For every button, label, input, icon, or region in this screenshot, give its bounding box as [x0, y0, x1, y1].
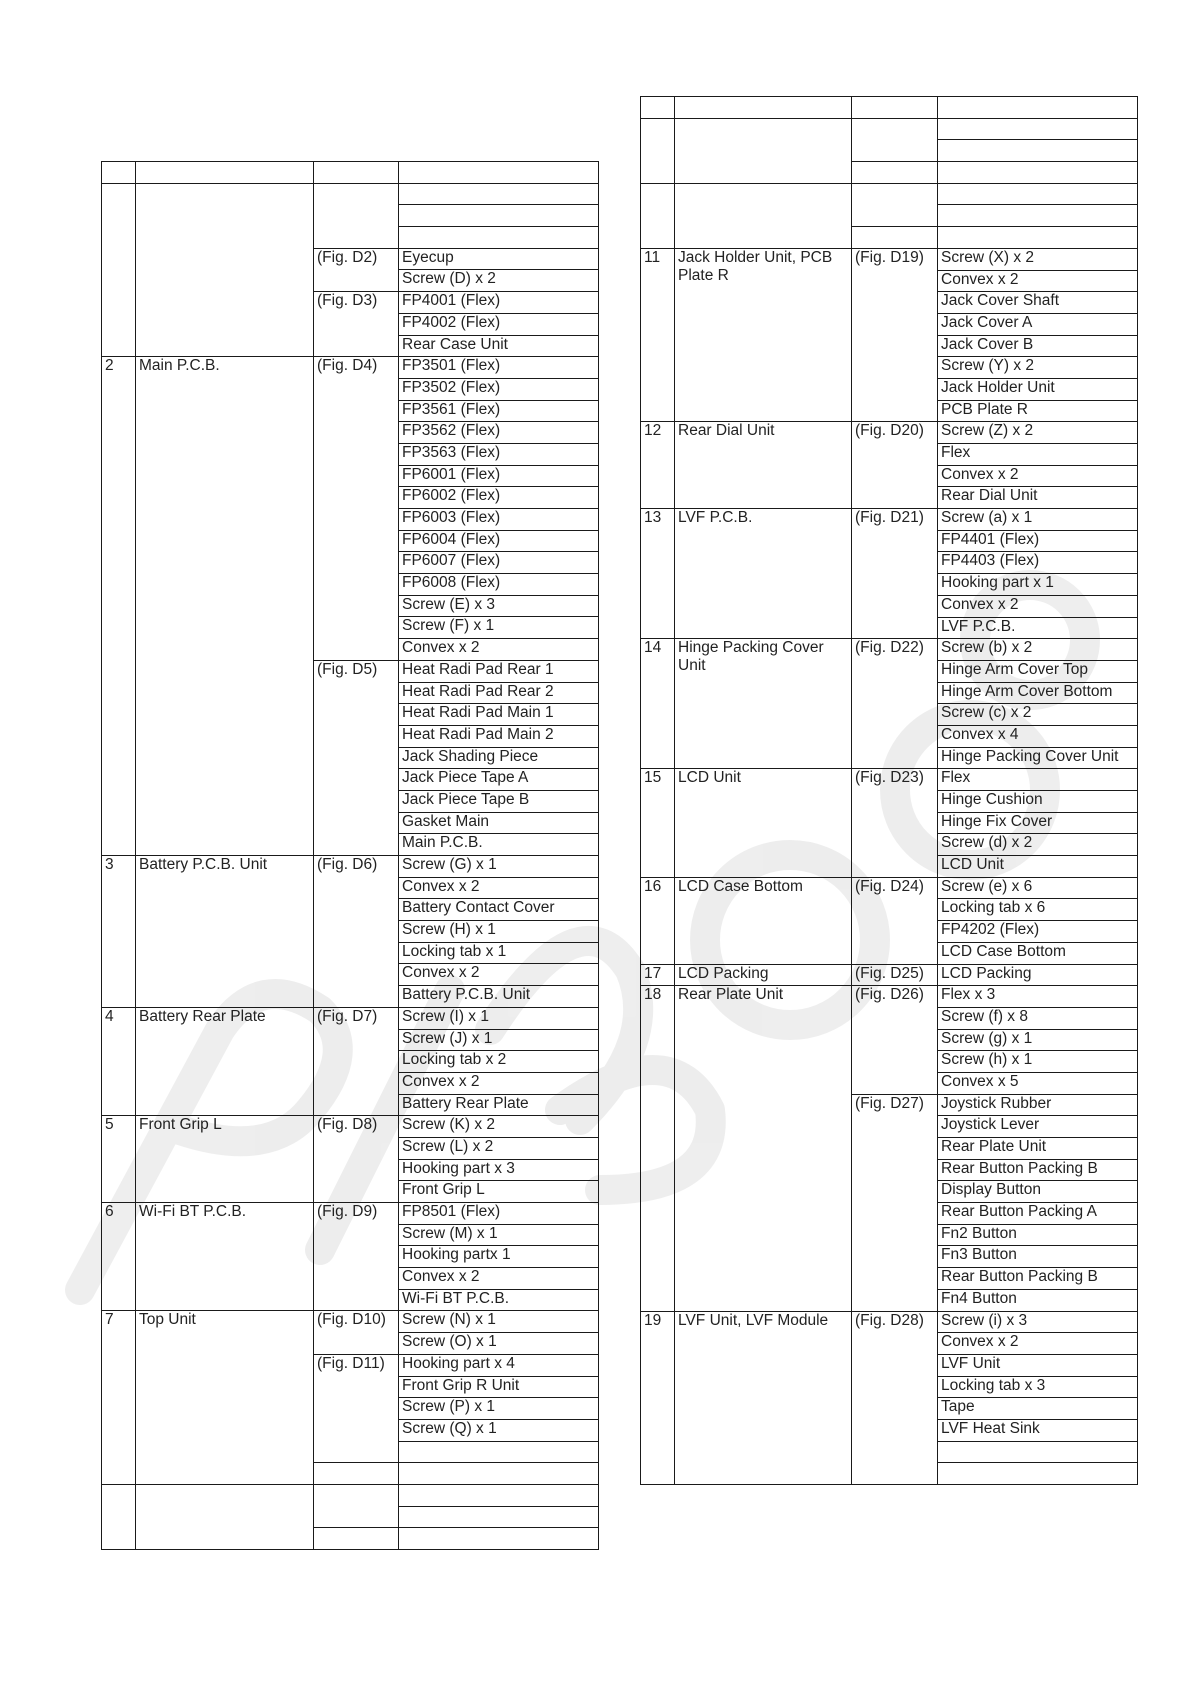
removal-item-cell: [938, 140, 1138, 162]
figure-ref-cell: [852, 118, 938, 161]
part-name-cell: LVF Unit, LVF Module: [675, 1311, 852, 1485]
step-number-cell: 16: [641, 877, 675, 964]
figure-ref-cell: (Fig. D2): [314, 248, 399, 291]
removal-item-cell: Fn2 Button: [938, 1224, 1138, 1246]
removal-item-cell: Heat Radi Pad Rear 1: [399, 660, 599, 682]
removal-item-cell: Battery Contact Cover: [399, 899, 599, 921]
removal-item-cell: Screw (M) x 1: [399, 1224, 599, 1246]
removal-item-cell: Hooking part x 4: [399, 1354, 599, 1376]
part-name-cell: Front Grip L: [136, 1116, 314, 1203]
step-number-cell: 2: [102, 357, 136, 856]
table-row: [641, 769, 1138, 791]
removal-item-cell: LVF P.C.B.: [938, 617, 1138, 639]
removal-item-cell: Screw (g) x 1: [938, 1029, 1138, 1051]
figure-ref-cell: (Fig. D10): [314, 1311, 399, 1354]
removal-item-cell: FP3562 (Flex): [399, 422, 599, 444]
part-name-cell: Rear Plate Unit: [675, 986, 852, 1311]
step-number-cell: 14: [641, 639, 675, 769]
removal-item-cell: FP6002 (Flex): [399, 487, 599, 509]
table-row: [102, 1203, 599, 1225]
removal-item-cell: Heat Radi Pad Main 1: [399, 704, 599, 726]
table-row: [641, 183, 1138, 205]
removal-item-cell: [938, 1463, 1138, 1485]
removal-item-cell: Hooking partx 1: [399, 1246, 599, 1268]
figure-ref-cell: [852, 162, 938, 184]
step-number-cell: [641, 97, 675, 119]
removal-item-cell: Hinge Packing Cover Unit: [938, 747, 1138, 769]
part-name-cell: [675, 97, 852, 119]
figure-ref-cell: (Fig. D23): [852, 769, 938, 877]
removal-item-cell: FP3563 (Flex): [399, 443, 599, 465]
removal-item-cell: Rear Dial Unit: [938, 487, 1138, 509]
step-number-cell: [641, 183, 675, 248]
removal-item-cell: [399, 205, 599, 227]
table-row: [102, 856, 599, 878]
removal-item-cell: FP6003 (Flex): [399, 509, 599, 531]
removal-item-cell: Hinge Arm Cover Bottom: [938, 682, 1138, 704]
step-number-cell: 18: [641, 986, 675, 1311]
part-name-cell: Main P.C.B.: [136, 357, 314, 856]
removal-item-cell: [938, 227, 1138, 249]
removal-item-cell: FP8501 (Flex): [399, 1203, 599, 1225]
part-name-cell: LCD Unit: [675, 769, 852, 877]
part-name-cell: Jack Holder Unit, PCB Plate R: [675, 248, 852, 422]
removal-item-cell: Heat Radi Pad Main 2: [399, 725, 599, 747]
step-number-cell: [102, 1484, 136, 1549]
removal-item-cell: Screw (Z) x 2: [938, 422, 1138, 444]
figure-ref-cell: (Fig. D3): [314, 292, 399, 357]
figure-ref-cell: [314, 1484, 399, 1527]
table-row: [641, 964, 1138, 986]
parts-table-right: [640, 96, 1138, 1485]
figure-ref-cell: [852, 227, 938, 249]
figure-ref-cell: (Fig. D25): [852, 964, 938, 986]
table-row: [641, 986, 1138, 1008]
removal-item-cell: FP4401 (Flex): [938, 530, 1138, 552]
removal-item-cell: Convex x 5: [938, 1072, 1138, 1094]
removal-item-cell: Convex x 2: [399, 1072, 599, 1094]
removal-item-cell: [399, 1484, 599, 1506]
removal-item-cell: Hooking part x 3: [399, 1159, 599, 1181]
removal-item-cell: FP4403 (Flex): [938, 552, 1138, 574]
removal-item-cell: FP4002 (Flex): [399, 313, 599, 335]
removal-item-cell: Screw (X) x 2: [938, 248, 1138, 270]
table-row: [102, 162, 599, 184]
table-row: [102, 357, 599, 379]
removal-item-cell: Front Grip L: [399, 1181, 599, 1203]
removal-item-cell: Tape: [938, 1398, 1138, 1420]
figure-ref-cell: [852, 183, 938, 226]
figure-ref-cell: (Fig. D26): [852, 986, 938, 1094]
removal-item-cell: Screw (I) x 1: [399, 1007, 599, 1029]
removal-item-cell: LCD Case Bottom: [938, 942, 1138, 964]
removal-item-cell: Screw (Q) x 1: [399, 1419, 599, 1441]
step-number-cell: 6: [102, 1203, 136, 1311]
removal-item-cell: Wi-Fi BT P.C.B.: [399, 1289, 599, 1311]
removal-item-cell: Screw (O) x 1: [399, 1333, 599, 1355]
removal-item-cell: Rear Plate Unit: [938, 1138, 1138, 1160]
removal-item-cell: Jack Cover Shaft: [938, 292, 1138, 314]
removal-item-cell: Convex x 4: [938, 725, 1138, 747]
removal-item-cell: Screw (a) x 1: [938, 509, 1138, 531]
removal-item-cell: Rear Button Packing B: [938, 1268, 1138, 1290]
figure-ref-cell: [314, 1463, 399, 1485]
removal-item-cell: Flex x 3: [938, 986, 1138, 1008]
removal-item-cell: FP4202 (Flex): [938, 921, 1138, 943]
removal-item-cell: FP3561 (Flex): [399, 400, 599, 422]
table-row: [641, 639, 1138, 661]
removal-item-cell: Convex x 2: [938, 270, 1138, 292]
parts-table-left: [101, 161, 599, 1550]
removal-item-cell: Screw (e) x 6: [938, 877, 1138, 899]
removal-item-cell: Screw (h) x 1: [938, 1051, 1138, 1073]
removal-item-cell: Flex: [938, 444, 1138, 466]
table-row: [102, 183, 599, 205]
removal-item-cell: FP6008 (Flex): [399, 574, 599, 596]
removal-item-cell: LCD Unit: [938, 856, 1138, 878]
step-number-cell: 12: [641, 422, 675, 509]
removal-item-cell: Screw (c) x 2: [938, 704, 1138, 726]
removal-item-cell: [399, 1506, 599, 1528]
removal-item-cell: Rear Button Packing A: [938, 1203, 1138, 1225]
removal-item-cell: Screw (K) x 2: [399, 1116, 599, 1138]
removal-item-cell: Rear Button Packing B: [938, 1159, 1138, 1181]
removal-item-cell: Jack Piece Tape A: [399, 769, 599, 791]
part-name-cell: LCD Packing: [675, 964, 852, 986]
step-number-cell: 4: [102, 1007, 136, 1115]
figure-ref-cell: [314, 162, 399, 184]
removal-item-cell: Jack Cover B: [938, 335, 1138, 357]
removal-item-cell: Convex x 2: [399, 639, 599, 661]
table-row: [102, 1007, 599, 1029]
figure-ref-cell: (Fig. D4): [314, 357, 399, 661]
removal-item-cell: [938, 1441, 1138, 1463]
figure-ref-cell: (Fig. D5): [314, 660, 399, 855]
removal-item-cell: Screw (P) x 1: [399, 1398, 599, 1420]
removal-item-cell: FP6007 (Flex): [399, 552, 599, 574]
figure-ref-cell: [314, 1528, 399, 1550]
removal-item-cell: [399, 183, 599, 205]
removal-item-cell: Screw (i) x 3: [938, 1311, 1138, 1333]
removal-item-cell: Fn4 Button: [938, 1289, 1138, 1311]
removal-item-cell: Locking tab x 6: [938, 899, 1138, 921]
removal-item-cell: [938, 162, 1138, 184]
table-row: [641, 118, 1138, 140]
part-name-cell: Battery Rear Plate: [136, 1007, 314, 1115]
removal-item-cell: Convex x 2: [938, 1333, 1138, 1355]
removal-item-cell: Screw (E) x 3: [399, 595, 599, 617]
removal-item-cell: LCD Packing: [938, 964, 1138, 986]
removal-item-cell: Locking tab x 1: [399, 942, 599, 964]
part-name-cell: [675, 118, 852, 183]
removal-item-cell: Locking tab x 2: [399, 1051, 599, 1073]
removal-item-cell: [399, 227, 599, 249]
step-number-cell: [102, 183, 136, 357]
removal-item-cell: Hinge Cushion: [938, 791, 1138, 813]
removal-item-cell: Screw (b) x 2: [938, 639, 1138, 661]
step-number-cell: 19: [641, 1311, 675, 1485]
removal-item-cell: Screw (F) x 1: [399, 617, 599, 639]
removal-item-cell: [399, 1441, 599, 1463]
removal-item-cell: Hooking part x 1: [938, 574, 1138, 596]
removal-item-cell: FP3502 (Flex): [399, 378, 599, 400]
part-name-cell: LCD Case Bottom: [675, 877, 852, 964]
figure-ref-cell: (Fig. D19): [852, 248, 938, 422]
removal-item-cell: Main P.C.B.: [399, 834, 599, 856]
removal-item-cell: Gasket Main: [399, 812, 599, 834]
removal-item-cell: Screw (H) x 1: [399, 921, 599, 943]
removal-item-cell: LVF Unit: [938, 1354, 1138, 1376]
figure-ref-cell: (Fig. D28): [852, 1311, 938, 1485]
removal-item-cell: Fn3 Button: [938, 1246, 1138, 1268]
step-number-cell: [102, 162, 136, 184]
figure-ref-cell: (Fig. D8): [314, 1116, 399, 1203]
removal-item-cell: Hinge Arm Cover Top: [938, 660, 1138, 682]
removal-item-cell: Jack Cover A: [938, 313, 1138, 335]
removal-item-cell: [938, 183, 1138, 205]
removal-item-cell: Convex x 2: [399, 877, 599, 899]
part-name-cell: Top Unit: [136, 1311, 314, 1485]
step-number-cell: 7: [102, 1311, 136, 1485]
removal-item-cell: [938, 118, 1138, 140]
removal-item-cell: Heat Radi Pad Rear 2: [399, 682, 599, 704]
figure-ref-cell: (Fig. D24): [852, 877, 938, 964]
step-number-cell: 17: [641, 964, 675, 986]
step-number-cell: [641, 118, 675, 183]
removal-item-cell: Convex x 2: [938, 465, 1138, 487]
table-row: [641, 877, 1138, 899]
removal-item-cell: Screw (Y) x 2: [938, 357, 1138, 379]
removal-item-cell: Rear Case Unit: [399, 335, 599, 357]
removal-item-cell: Jack Holder Unit: [938, 378, 1138, 400]
figure-ref-cell: (Fig. D7): [314, 1007, 399, 1115]
removal-item-cell: FP3501 (Flex): [399, 357, 599, 379]
removal-item-cell: [399, 1463, 599, 1485]
removal-item-cell: Battery Rear Plate: [399, 1094, 599, 1116]
removal-item-cell: Jack Piece Tape B: [399, 790, 599, 812]
part-name-cell: [136, 1484, 314, 1549]
table-row: [641, 422, 1138, 444]
removal-item-cell: Front Grip R Unit: [399, 1376, 599, 1398]
removal-item-cell: Screw (G) x 1: [399, 856, 599, 878]
removal-item-cell: Convex x 2: [399, 1268, 599, 1290]
removal-item-cell: Joystick Lever: [938, 1116, 1138, 1138]
table-row: [641, 248, 1138, 270]
removal-item-cell: Convex x 2: [938, 595, 1138, 617]
removal-item-cell: Display Button: [938, 1181, 1138, 1203]
removal-item-cell: Screw (D) x 2: [399, 270, 599, 292]
removal-item-cell: [399, 1528, 599, 1550]
removal-item-cell: Hinge Fix Cover: [938, 812, 1138, 834]
removal-item-cell: Joystick Rubber: [938, 1094, 1138, 1116]
part-name-cell: [675, 183, 852, 248]
removal-item-cell: Jack Shading Piece: [399, 747, 599, 769]
figure-ref-cell: (Fig. D21): [852, 509, 938, 639]
removal-item-cell: PCB Plate R: [938, 400, 1138, 422]
table-row: [102, 1116, 599, 1138]
removal-item-cell: Screw (N) x 1: [399, 1311, 599, 1333]
removal-item-cell: Screw (L) x 2: [399, 1137, 599, 1159]
part-name-cell: Battery P.C.B. Unit: [136, 856, 314, 1008]
figure-ref-cell: (Fig. D22): [852, 639, 938, 769]
figure-ref-cell: (Fig. D27): [852, 1094, 938, 1311]
part-name-cell: Rear Dial Unit: [675, 422, 852, 509]
figure-ref-cell: (Fig. D9): [314, 1203, 399, 1311]
removal-item-cell: [399, 162, 599, 184]
figure-ref-cell: [852, 97, 938, 119]
figure-ref-cell: [314, 183, 399, 248]
part-name-cell: [136, 162, 314, 184]
removal-item-cell: Eyecup: [399, 248, 599, 270]
table-row: [102, 1311, 599, 1333]
figure-ref-cell: (Fig. D11): [314, 1354, 399, 1462]
step-number-cell: 11: [641, 248, 675, 422]
part-name-cell: Hinge Packing Cover Unit: [675, 639, 852, 769]
table-row: [102, 1484, 599, 1506]
removal-item-cell: Screw (f) x 8: [938, 1007, 1138, 1029]
removal-item-cell: LVF Heat Sink: [938, 1419, 1138, 1441]
removal-item-cell: [938, 97, 1138, 119]
removal-item-cell: FP4001 (Flex): [399, 292, 599, 314]
part-name-cell: Wi-Fi BT P.C.B.: [136, 1203, 314, 1311]
removal-item-cell: Screw (J) x 1: [399, 1029, 599, 1051]
part-name-cell: LVF P.C.B.: [675, 509, 852, 639]
part-name-cell: [136, 183, 314, 357]
removal-item-cell: Battery P.C.B. Unit: [399, 986, 599, 1008]
removal-item-cell: Locking tab x 3: [938, 1376, 1138, 1398]
table-row: [641, 97, 1138, 119]
removal-item-cell: Screw (d) x 2: [938, 834, 1138, 856]
removal-item-cell: Convex x 2: [399, 964, 599, 986]
table-row: [641, 509, 1138, 531]
step-number-cell: 13: [641, 509, 675, 639]
step-number-cell: 3: [102, 856, 136, 1008]
step-number-cell: 15: [641, 769, 675, 877]
removal-item-cell: Flex: [938, 769, 1138, 791]
removal-item-cell: FP6001 (Flex): [399, 465, 599, 487]
figure-ref-cell: (Fig. D6): [314, 856, 399, 1008]
table-row: [641, 1311, 1138, 1333]
figure-ref-cell: (Fig. D20): [852, 422, 938, 509]
removal-item-cell: FP6004 (Flex): [399, 530, 599, 552]
removal-item-cell: [938, 205, 1138, 227]
step-number-cell: 5: [102, 1116, 136, 1203]
